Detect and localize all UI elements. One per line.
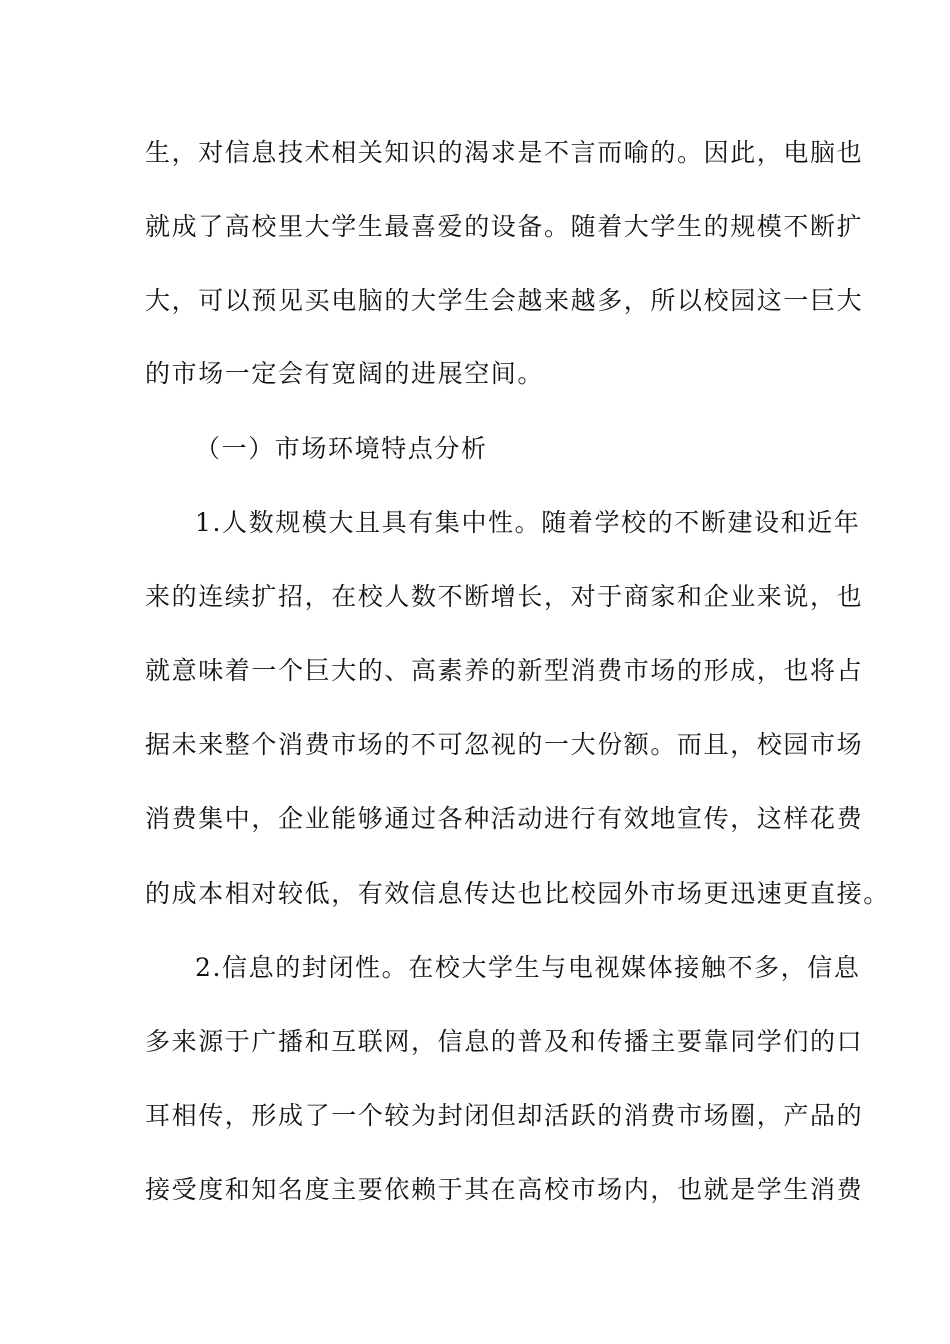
paragraph-line: 消费集中，企业能够通过各种活动进行有效地宣传，这样花费 <box>145 804 864 833</box>
paragraph-line: 大，可以预见买电脑的大学生会越来越多，所以校园这一巨大 <box>145 286 864 315</box>
paragraph-line: 接受度和知名度主要依赖于其在高校市场内，也就是学生消费 <box>145 1175 864 1204</box>
paragraph-line: 2.信息的封闭性。在校大学生与电视媒体接触不多，信息 <box>195 953 861 982</box>
paragraph-line: 1.人数规模大且具有集中性。随着学校的不断建设和近年 <box>195 508 861 537</box>
paragraph-line: 就成了高校里大学生最喜爱的设备。随着大学生的规模不断扩 <box>145 212 864 241</box>
paragraph-line: 据未来整个消费市场的不可忽视的一大份额。而且，校园市场 <box>145 730 864 759</box>
paragraph-line: 的市场一定会有宽阔的进展空间。 <box>145 359 545 388</box>
paragraph-line: 的成本相对较低，有效信息传达也比校园外市场更迅速更直接。 <box>145 879 890 908</box>
paragraph-line: 耳相传，形成了一个较为封闭但却活跃的消费市场圈，产品的 <box>145 1101 864 1130</box>
paragraph-line: 来的连续扩招，在校人数不断增长，对于商家和企业来说，也 <box>145 582 864 611</box>
section-heading: （一）市场环境特点分析 <box>195 434 488 463</box>
paragraph-line: 就意味着一个巨大的、高素养的新型消费市场的形成，也将占 <box>145 656 864 685</box>
paragraph-line: 多来源于广播和互联网，信息的普及和传播主要靠同学们的口 <box>145 1027 864 1056</box>
paragraph-line: 生，对信息技术相关知识的渴求是不言而喻的。因此，电脑也 <box>145 138 864 167</box>
